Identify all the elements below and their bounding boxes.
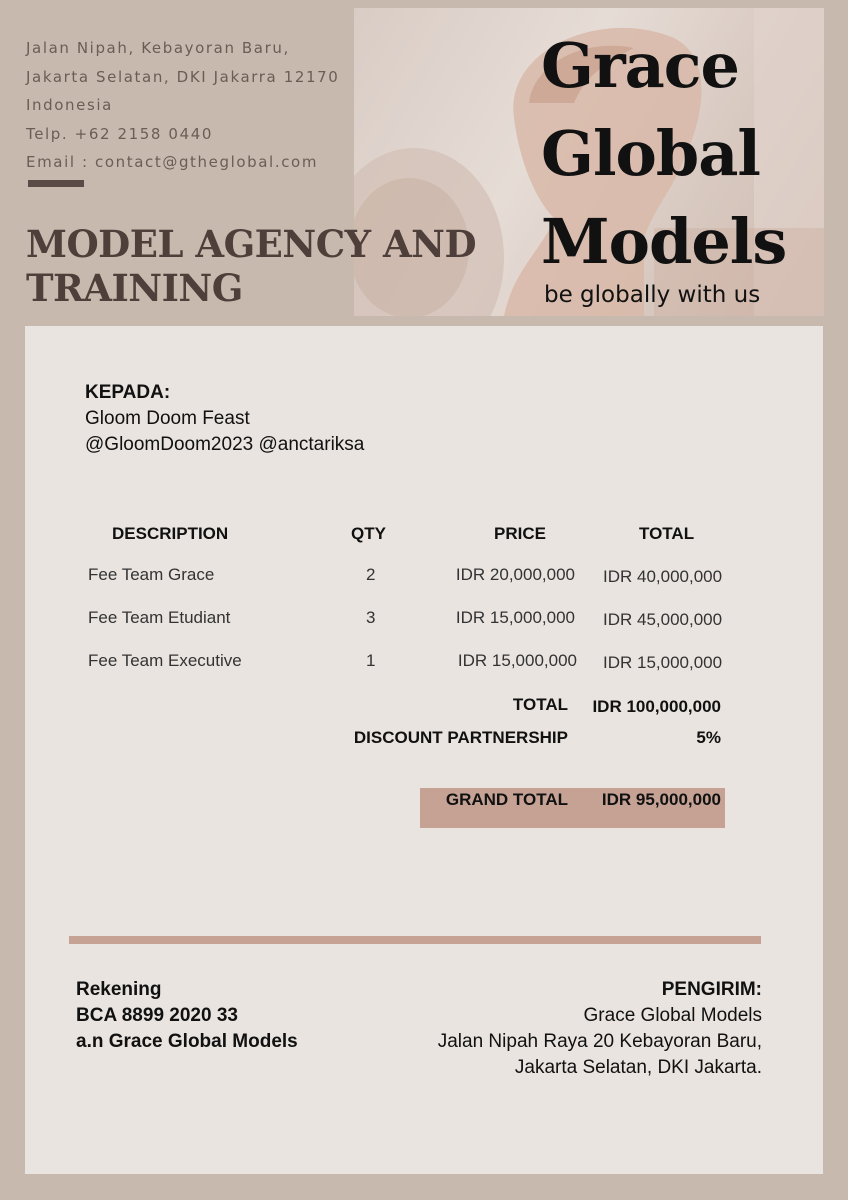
col-header-total: TOTAL [639,524,695,543]
discount-label: DISCOUNT PARTNERSHIP [353,728,568,747]
col-header-description: DESCRIPTION [112,524,229,543]
row-price: IDR 20,000,000 [455,565,575,584]
total-label: TOTAL [512,695,568,714]
row-description: Fee Team Etudiant [88,608,231,627]
payment-line: a.n Grace Global Models [76,1031,298,1052]
brand-line: Models [541,205,787,278]
sender-line: Grace Global Models [583,1005,762,1026]
row-qty: 3 [366,608,376,627]
headline-line: TRAINING [26,266,243,310]
row-price: IDR 15,000,000 [455,608,575,627]
grand-total-value: IDR 95,000,000 [601,790,721,809]
address-line: Jakarta Selatan, DKI Jakarra 12170 [26,67,340,86]
row-total: IDR 40,000,000 [603,567,723,586]
divider [69,936,761,944]
brand-line: Grace [541,29,739,102]
row-qty: 1 [366,651,376,670]
payment-block [76,977,298,1055]
sender-line: Jakarta Selatan, DKI Jakarta. [514,1057,762,1078]
brand-line: Global [541,117,760,190]
sender-block [405,977,762,1081]
email-line: Email : contact@gtheglobal.com [26,153,319,171]
phone-line: Telp. +62 2158 0440 [26,124,214,143]
row-total: IDR 15,000,000 [603,653,723,672]
headline-line: MODEL AGENCY AND [26,222,477,266]
tagline: be globally with us [544,282,761,308]
discount-value: 5% [696,728,721,747]
row-total: IDR 45,000,000 [603,610,723,629]
recipient-label: KEPADA: [85,382,171,403]
recipient-name: Gloom Doom Feast [85,408,250,429]
address-line: Jalan Nipah, Kebayoran Baru, [26,39,290,57]
row-qty: 2 [366,565,376,584]
total-value: IDR 100,000,000 [592,697,721,716]
brand-logo [541,22,786,286]
payment-line: Rekening [76,979,162,1000]
recipient-handles: @GloomDoom2023 @anctariksa [85,434,365,455]
grand-total-label: GRAND TOTAL [445,790,568,809]
col-header-qty: QTY [351,524,386,543]
invoice-card [25,326,823,1174]
row-price: IDR 15,000,000 [457,651,577,670]
address-line: Indonesia [26,96,113,114]
sender-line: Jalan Nipah Raya 20 Kebayoran Baru, [437,1031,762,1052]
page-headline [26,222,496,310]
col-header-price: PRICE [494,524,546,543]
sender-label: PENGIRIM: [661,979,762,1000]
row-description: Fee Team Executive [88,651,242,670]
contact-block [26,34,339,177]
accent-bar [28,180,84,187]
payment-line: BCA 8899 2020 33 [76,1005,238,1026]
row-description: Fee Team Grace [88,565,215,584]
